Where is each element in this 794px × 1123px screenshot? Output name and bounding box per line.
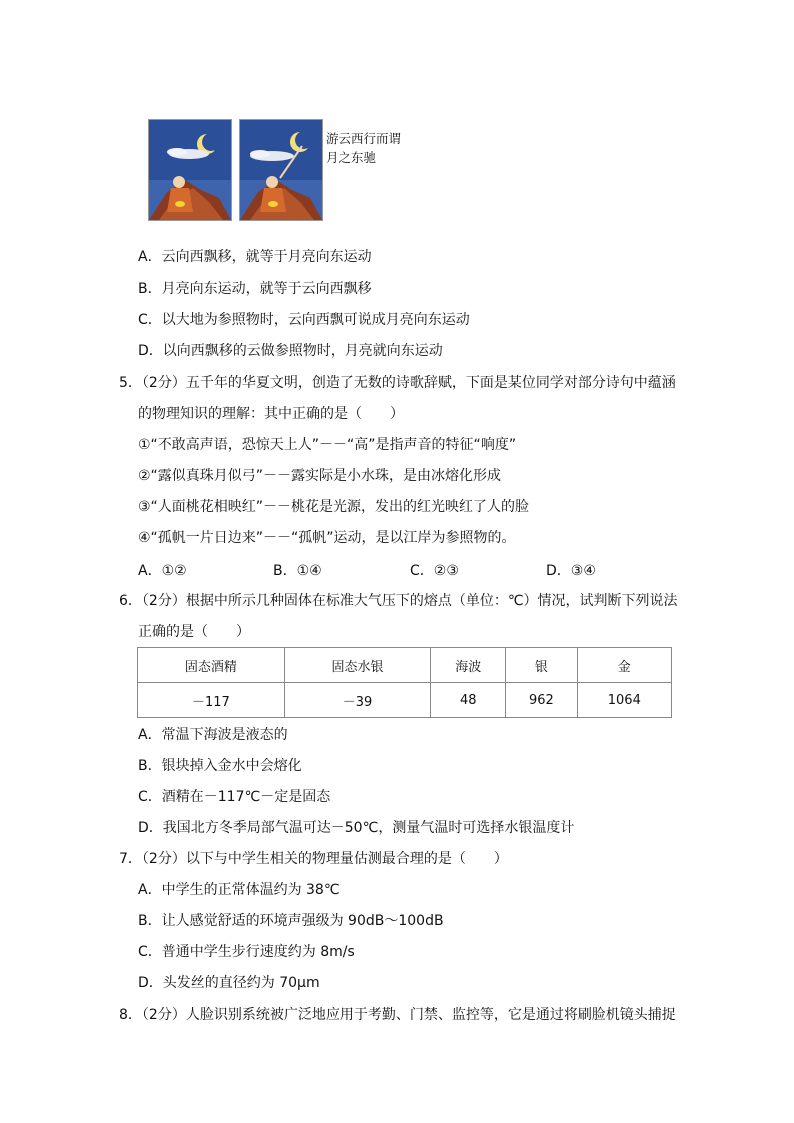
figure-panel-right <box>239 119 323 221</box>
table-cell: 48 <box>431 683 506 718</box>
q5-item-1: ①“不敢高声语，恐惊天上人”－－“高”是指声音的特征“响度” <box>138 437 517 453</box>
cloud-moon-figure <box>148 119 413 221</box>
q5-option-d: D．③④ <box>546 563 596 579</box>
table-cell: 1064 <box>577 683 671 718</box>
table-cell: －117 <box>138 683 285 718</box>
figure-caption <box>326 129 416 167</box>
q7-option-d: D．头发丝的直径约为 70μm <box>138 975 320 991</box>
q6-option-a: A．常温下海波是液态的 <box>138 727 288 743</box>
q5-item-4: ④“孤帆一片日边来”－－“孤帆”运动，是以江岸为参照物的。 <box>138 530 516 546</box>
table-header-cell: 金 <box>577 648 671 683</box>
q4-option-b: B．月亮向东运动，就等于云向西飘移 <box>138 281 372 297</box>
figure-panel-left <box>148 119 232 221</box>
figure-caption-line2: 月之东驰 <box>326 150 377 165</box>
q5-item-2: ②“露似真珠月似弓”－－露实际是小水珠，是由冰熔化形成 <box>138 468 502 484</box>
q7-option-a: A．中学生的正常体温约为 38℃ <box>138 882 340 898</box>
q4-option-a: A．云向西飘移，就等于月亮向东运动 <box>138 249 372 265</box>
q8-stem: 8．（2分）人脸识别系统被广泛地应用于考勤、门禁、监控等，它是通过将刷脸机镜头捕捉 <box>119 1007 676 1023</box>
q5-stem-line1: 5．（2分）五千年的华夏文明，创造了无数的诗歌辞赋，下面是某位同学对部分诗句中蕴涵 <box>119 375 676 391</box>
q7-stem: 7．（2分）以下与中学生相关的物理量估测最合理的是（ ） <box>119 851 508 867</box>
melting-point-table <box>137 647 672 718</box>
q5-item-3: ③“人面桃花相映红”－－桃花是光源，发出的红光映红了人的脸 <box>138 499 530 515</box>
table-header-cell: 固态水银 <box>284 648 431 683</box>
q5-options <box>138 560 698 580</box>
q4-option-c: C．以大地为参照物时，云向西飘可说成月亮向东运动 <box>138 312 470 328</box>
table-header-cell: 银 <box>506 648 577 683</box>
q5-option-c: C．②③ <box>410 563 459 579</box>
q6-option-c: C．酒精在－117℃－定是固态 <box>138 789 331 805</box>
q6-option-d: D．我国北方冬季局部气温可达－50℃，测量气温时可选择水银温度计 <box>138 820 575 836</box>
table-cell: －39 <box>284 683 431 718</box>
table-header-cell: 固态酒精 <box>138 648 285 683</box>
table-cell: 962 <box>506 683 577 718</box>
q4-option-d: D．以向西飘移的云做参照物时，月亮就向东运动 <box>138 343 443 359</box>
q7-option-b: B．让人感觉舒适的环境声强级为 90dB～100dB <box>138 913 444 929</box>
table-header-row <box>138 648 672 683</box>
figure-caption-line1: 游云西行而谓 <box>326 131 402 146</box>
q6-stem-line1: 6．（2分）根据中所示几种固体在标准大气压下的熔点（单位：℃）情况，试判断下列说法 <box>119 593 678 609</box>
q5-option-a: A．①② <box>138 563 187 579</box>
q7-option-c: C．普通中学生步行速度约为 8m/s <box>138 944 355 960</box>
q6-stem-line2: 正确的是（ ） <box>138 624 250 640</box>
q5-stem-line2: 的物理知识的理解：其中正确的是（ ） <box>138 406 404 422</box>
q6-option-b: B．银块掉入金水中会熔化 <box>138 758 302 774</box>
table-row <box>138 683 672 718</box>
table-header-cell: 海波 <box>431 648 506 683</box>
q5-option-b: B．①④ <box>273 563 322 579</box>
